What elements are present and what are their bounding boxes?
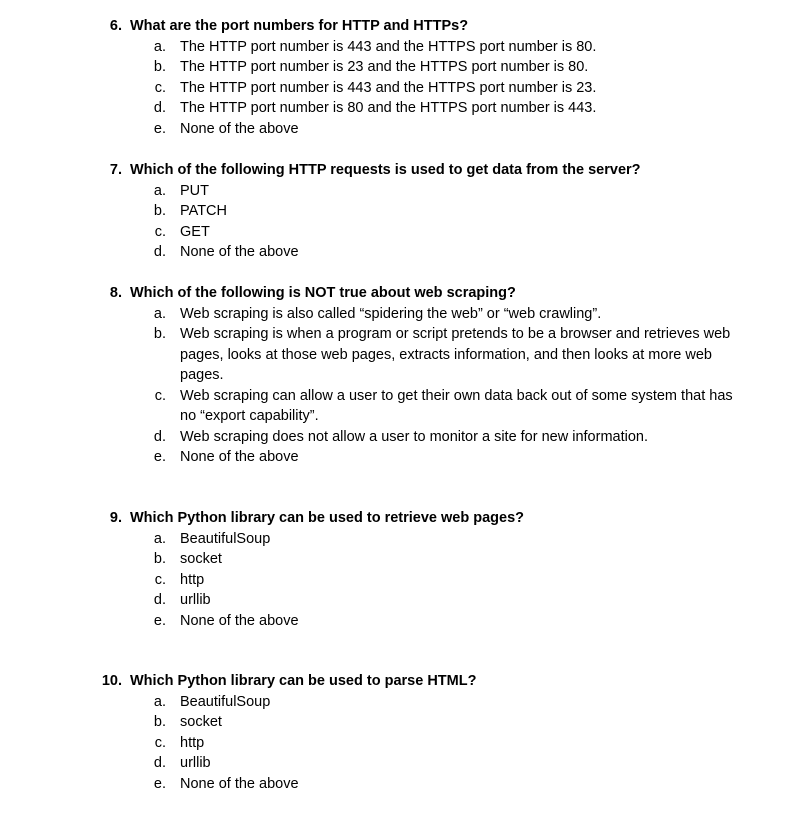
option-e (0, 119, 797, 140)
option-text: None of the above (180, 449, 299, 465)
question-number: 8. (109, 285, 122, 301)
question-number: 6. (109, 18, 122, 34)
question-text: What are the port numbers for HTTP and HTTPs? (130, 18, 469, 34)
option-letter: d. (153, 244, 166, 260)
option-letter: d. (153, 755, 166, 771)
option-d (0, 590, 797, 611)
question-8 (0, 283, 797, 468)
option-letter: e. (153, 775, 166, 792)
option-c (0, 78, 797, 99)
option-e (0, 447, 797, 468)
option-c (0, 570, 797, 591)
option-letter: e. (153, 449, 166, 465)
option-text: The HTTP port number is 80 and the HTTPS port number is 443. (180, 100, 597, 116)
option-text: urllib (180, 755, 211, 771)
option-d (0, 98, 797, 119)
option-c (0, 733, 797, 754)
option-b (0, 201, 797, 222)
question-6 (0, 16, 797, 139)
option-letter: d. (153, 428, 166, 445)
option-b (0, 57, 797, 78)
question-number: 7. (109, 162, 122, 178)
option-text: http (180, 734, 205, 751)
option-text: GET (180, 223, 210, 240)
option-b (0, 712, 797, 733)
option-letter: b. (153, 551, 166, 567)
option-text: http (180, 571, 205, 588)
option-letter: a. (153, 693, 166, 710)
question-text: Which of the following HTTP requests is used to get data from the server? (130, 162, 641, 178)
option-text: The HTTP port number is 443 and the HTTPS port number is 80. (180, 38, 597, 55)
option-text: Web scraping is also called “spidering the web” or “web crawling”. (180, 305, 602, 322)
option-text: BeautifulSoup (180, 693, 271, 710)
question-heading (0, 508, 797, 529)
option-letter: a. (153, 530, 166, 547)
option-text: urllib (180, 592, 211, 608)
question-heading (0, 671, 797, 692)
option-c (0, 386, 797, 427)
option-text: PATCH (180, 203, 227, 219)
option-text: socket (180, 551, 222, 567)
option-letter: e. (153, 612, 166, 629)
option-text: socket (180, 714, 222, 730)
question-9 (0, 508, 797, 631)
option-a (0, 181, 797, 202)
option-letter: c. (154, 387, 166, 404)
option-text: BeautifulSoup (180, 530, 271, 547)
option-c (0, 222, 797, 243)
question-heading (0, 16, 797, 37)
option-letter: c. (154, 223, 166, 240)
option-text: None of the above (180, 120, 299, 137)
option-letter: a. (153, 38, 166, 55)
option-b (0, 549, 797, 570)
option-letter: b. (153, 203, 166, 219)
option-text: PUT (180, 182, 209, 199)
option-letter: b. (153, 714, 166, 730)
option-text: Web scraping is when a program or script pretends to be a browser and retrieves web pages, looks at those web pages, extracts information, and then looks at more web pages. (180, 326, 731, 383)
option-letter: c. (154, 571, 166, 588)
option-letter: b. (153, 326, 166, 342)
option-letter: a. (153, 182, 166, 199)
question-heading (0, 160, 797, 181)
option-a (0, 692, 797, 713)
option-text: None of the above (180, 244, 299, 260)
option-a (0, 37, 797, 58)
option-letter: d. (153, 592, 166, 608)
option-text: The HTTP port number is 23 and the HTTPS port number is 80. (180, 59, 589, 75)
option-letter: c. (154, 79, 166, 96)
question-heading (0, 283, 797, 304)
question-number: 9. (109, 510, 122, 526)
question-text: Which Python library can be used to parse HTML? (130, 673, 477, 689)
question-number: 10. (101, 673, 122, 689)
option-letter: d. (153, 100, 166, 116)
option-letter: e. (153, 120, 166, 137)
question-7 (0, 160, 797, 263)
option-d (0, 427, 797, 448)
option-text: None of the above (180, 612, 299, 629)
option-text: Web scraping does not allow a user to monitor a site for new information. (180, 428, 648, 445)
option-b (0, 324, 797, 386)
question-text: Which of the following is NOT true about web scraping? (130, 285, 516, 301)
option-text: Web scraping can allow a user to get their own data back out of some system that has no “export capability”. (180, 387, 733, 424)
option-text: None of the above (180, 775, 299, 792)
question-text: Which Python library can be used to retrieve web pages? (130, 510, 525, 526)
question-10 (0, 671, 797, 794)
option-letter: c. (154, 734, 166, 751)
option-d (0, 753, 797, 774)
option-e (0, 774, 797, 795)
option-letter: b. (153, 59, 166, 75)
option-e (0, 611, 797, 632)
option-text: The HTTP port number is 443 and the HTTPS port number is 23. (180, 79, 597, 96)
option-letter: a. (153, 305, 166, 322)
option-a (0, 304, 797, 325)
option-d (0, 242, 797, 263)
option-a (0, 529, 797, 550)
